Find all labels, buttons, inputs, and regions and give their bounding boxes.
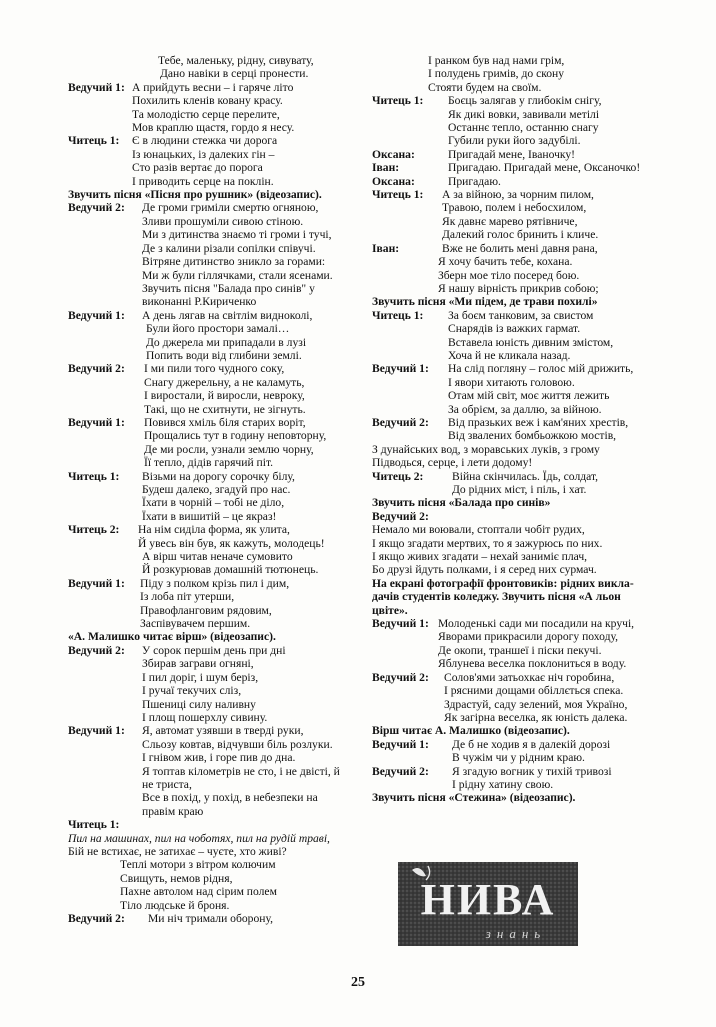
line-text: «А. Малишко читає вірш» (відеозапис). — [68, 630, 276, 644]
text-line — [372, 215, 657, 228]
line-text: Звучить пісня "Балада про синів" у — [142, 281, 315, 295]
line-text: Від звалених бомбьожкою мостів, — [448, 429, 617, 443]
text-line — [68, 242, 356, 255]
text-line — [68, 684, 356, 697]
text-line — [372, 684, 657, 697]
speaker-label: Іван: — [372, 241, 400, 255]
line-text: Бій не встихає, не затихає – чуєте, хто живі? — [68, 844, 287, 858]
text-line — [68, 94, 356, 107]
line-text: І пил доріг, і шум беріз, — [142, 670, 259, 684]
text-line — [68, 657, 356, 670]
line-text: Звучить пісня «Стежина» (відеозапис). — [372, 791, 576, 805]
text-line — [372, 765, 657, 778]
line-text: Я, автомат узявши в тверді руки, — [142, 724, 304, 738]
speaker-label: Ведучий 2: — [68, 912, 125, 925]
text-line — [372, 403, 657, 416]
line-text: В чужім чи у рідним краю. — [452, 751, 585, 765]
text-line — [68, 215, 356, 228]
line-text: Війна скінчилась. Їдь, солдат, — [452, 469, 599, 483]
text-line — [68, 563, 356, 576]
text-line — [68, 872, 356, 885]
line-text: Солов'ями затьохкає ніч горобина, — [444, 670, 615, 684]
text-line — [68, 362, 356, 375]
line-text: Візьми на дорогу сорочку білу, — [142, 469, 295, 483]
text-line — [372, 282, 657, 295]
speaker-label: Ведучий 2: — [372, 415, 429, 429]
speaker-label: Ведучий 1: — [372, 362, 429, 376]
line-text: Її тепло, дідів гарячий піт. — [144, 456, 274, 470]
right-column — [372, 54, 657, 805]
line-text: І ми пили того чудного соку, — [144, 362, 285, 376]
text-line — [372, 201, 657, 214]
text-line — [68, 751, 356, 764]
text-line — [372, 577, 657, 590]
line-text: Повився хміль біля старих воріт, — [144, 415, 306, 429]
text-line — [68, 54, 356, 67]
line-text: Губили руки його задубілі. — [448, 134, 581, 148]
speaker-label: Читець 1: — [372, 188, 424, 202]
text-line — [372, 121, 657, 134]
text-line — [372, 470, 657, 483]
line-text: Й увесь він був, як кажуть, молодець! — [138, 536, 325, 550]
line-text: Останнє тепло, останню снагу — [448, 121, 599, 135]
text-line — [68, 738, 356, 751]
line-text: За боєм танковим, за свистом — [448, 308, 594, 322]
line-text: На екрані фотографії фронтовиків: рідних викла- — [372, 576, 634, 590]
line-text: Боєць залягав у глибокім снігу, — [448, 94, 602, 108]
line-text: А прийдуть весни – і гаряче літо — [132, 80, 294, 94]
line-text: Та молодістю серце перелите, — [132, 107, 280, 121]
line-text: Я нашу вірність прикрив собою; — [438, 281, 599, 295]
text-line — [372, 698, 657, 711]
text-line — [68, 858, 356, 871]
text-line — [372, 604, 657, 617]
line-text: А вірш читав неначе сумовито — [142, 550, 293, 564]
text-line — [68, 724, 356, 737]
line-text: Є в людини стежка чи дорога — [132, 134, 278, 148]
text-line — [68, 175, 356, 188]
text-line — [372, 255, 657, 268]
line-text: Снарядів із важких гармат. — [448, 322, 581, 336]
line-text: цвіте». — [372, 603, 408, 617]
line-text: Як дикі вовки, завивали метілі — [448, 107, 600, 121]
line-text: Прощались тут в годину неповторну, — [144, 429, 327, 443]
text-line — [68, 443, 356, 456]
text-line — [68, 617, 356, 630]
text-line — [68, 403, 356, 416]
line-text: З дунайських вод, з моравських луків, з грому — [372, 442, 600, 456]
line-text: Вже не болить мені давня рана, — [442, 241, 598, 255]
speaker-label: Ведучий 2: — [372, 764, 429, 778]
line-text: Тіло людське й броня. — [120, 898, 230, 912]
text-line — [68, 282, 356, 295]
line-text: У сорок першім день при дні — [142, 643, 286, 657]
text-line — [372, 108, 657, 121]
speaker-label: Ведучий 1: — [68, 724, 125, 738]
text-line — [68, 510, 356, 523]
line-text: І приводить серце на поклін. — [132, 174, 274, 188]
line-text: Й розкурював домашній тютюнець. — [142, 563, 319, 577]
line-text: виконанні Р.Кириченко — [142, 295, 257, 309]
line-text: Теплі мотори з вітром колючим — [120, 858, 276, 872]
text-line — [372, 322, 657, 335]
line-text: Звучить пісня «Пісня про рушник» (відеозапис). — [68, 188, 322, 202]
line-text: А день лягав на світлім видноколі, — [142, 308, 313, 322]
text-line — [372, 175, 657, 188]
text-line — [68, 201, 356, 214]
text-line — [372, 54, 657, 67]
text-line — [372, 94, 657, 107]
line-text: Пригадай мене, Іваночку! — [448, 147, 576, 161]
line-text: Я хочу бачить тебе, кохана. — [438, 255, 573, 269]
text-line — [68, 537, 356, 550]
text-line — [372, 537, 657, 550]
text-line — [372, 161, 657, 174]
line-text: Далекий голос бринить і кличе. — [442, 228, 599, 242]
text-line — [372, 389, 657, 402]
text-line — [372, 228, 657, 241]
line-text: І рясними дощами обіллється спека. — [444, 684, 624, 698]
text-line — [372, 309, 657, 322]
speaker-label: Ведучий 1: — [68, 308, 125, 322]
line-text: Пригадаю. Пригадай мене, Оксаночко! — [448, 161, 641, 175]
text-line — [68, 389, 356, 402]
text-line — [68, 496, 356, 509]
text-line — [68, 630, 356, 643]
page-number: 25 — [351, 975, 365, 990]
text-line — [68, 698, 356, 711]
text-line — [372, 188, 657, 201]
speaker-label: Ведучий 1: — [372, 617, 429, 631]
speaker-label: Оксана: — [372, 147, 415, 161]
line-text: Їхати в чорній – тобі не діло, — [142, 496, 285, 510]
text-line — [68, 644, 356, 657]
line-text: Немало ми воювали, стоптали чобіт рудих, — [372, 523, 585, 537]
text-line — [372, 483, 657, 496]
line-text: Ми ніч тримали оборону, — [148, 912, 273, 925]
line-text: Де з калини різали сопілки співучі. — [142, 241, 316, 255]
line-text: Із юнацьких, із далеких гін – — [132, 147, 275, 161]
line-text: Вставела юність дивним змістом, — [448, 335, 614, 349]
line-text: Сльозу ковтав, відчувши біль розлуки. — [142, 737, 333, 751]
line-text: Все в похід, у похід, в небезпеки на — [142, 791, 318, 805]
line-text: Зливи прошуміли сивою стіною. — [142, 214, 304, 228]
text-line — [372, 711, 657, 724]
line-text: Ми ж були гіллячками, стали ясенами. — [142, 268, 333, 282]
speaker-label: Ведучий 1: — [68, 415, 125, 429]
text-line — [372, 644, 657, 657]
speaker-label: Ведучий 2: — [68, 201, 125, 215]
speaker-label: Читець 1: — [372, 94, 424, 108]
text-line — [372, 778, 657, 791]
text-line — [68, 791, 356, 804]
line-text: Снагу джерельну, а не каламуть, — [144, 375, 305, 389]
line-text: Збирав заграви огняні, — [142, 657, 254, 671]
line-text: До рідних міст, і піль, і хат. — [452, 483, 587, 496]
text-line — [68, 349, 356, 362]
line-text: Яворами прикрасили дорогу походу, — [438, 630, 619, 644]
text-line — [372, 362, 657, 375]
text-line — [68, 899, 356, 912]
text-line — [372, 550, 657, 563]
line-text: Дано навіки в серці пронести. — [160, 67, 309, 81]
text-line — [68, 255, 356, 268]
text-line — [372, 791, 657, 804]
speaker-label: Читець 2: — [68, 523, 120, 537]
line-text: Пахне автолом над сірим полем — [120, 885, 277, 899]
text-line — [68, 604, 356, 617]
line-text: На слід погляну – голос мій дрижить, — [448, 362, 634, 376]
text-line — [68, 269, 356, 282]
line-text: І ранком був над нами грім, — [428, 54, 565, 67]
line-text: Свищуть, немов рідня, — [120, 871, 233, 885]
speaker-label: Іван: — [372, 161, 400, 175]
text-line — [68, 336, 356, 349]
text-line — [68, 577, 356, 590]
text-line — [372, 148, 657, 161]
speaker-label: Читець 1: — [68, 134, 120, 148]
line-text: Від празьких веж і кам'яних хрестів, — [448, 415, 629, 429]
text-line — [68, 456, 356, 469]
text-line — [372, 563, 657, 576]
text-line — [372, 349, 657, 362]
text-line — [372, 590, 657, 603]
line-text: За обрієм, за даллю, за війною. — [448, 402, 602, 416]
line-text: Як давнє марево рятівниче, — [442, 214, 578, 228]
text-line — [372, 376, 657, 389]
speaker-label: Ведучий 2: — [68, 643, 125, 657]
text-line — [372, 751, 657, 764]
text-line — [68, 309, 356, 322]
text-line — [372, 523, 657, 536]
line-text: не триста, — [142, 777, 192, 791]
line-text: Травою, полем і небосхилом, — [442, 201, 587, 215]
line-text: І якщо згадати мертвих, то я зажурюсь по них. — [372, 536, 603, 550]
line-text: Здрастуй, саду зелений, моя Україно, — [444, 697, 628, 711]
line-text: Де окопи, траншеї і піски пекучі. — [438, 643, 602, 657]
line-text: Де ми росли, узнали землю чорну, — [144, 442, 314, 456]
text-line — [372, 67, 657, 80]
text-line — [372, 242, 657, 255]
line-text: Будеш далеко, згадуй про нас. — [142, 483, 291, 496]
left-column — [68, 54, 356, 925]
line-text: правім краю — [142, 804, 204, 818]
text-line — [68, 134, 356, 147]
text-line — [372, 617, 657, 630]
line-text: Яблунева веселка поклониться в воду. — [438, 657, 627, 671]
text-line — [68, 590, 356, 603]
text-line — [68, 108, 356, 121]
text-line — [68, 765, 356, 778]
text-line — [68, 416, 356, 429]
text-line — [68, 805, 356, 818]
text-line — [68, 81, 356, 94]
text-line — [372, 443, 657, 456]
line-text: Як загірна веселка, як юність далека. — [444, 710, 628, 724]
text-line — [68, 912, 356, 925]
line-text: Із лоба піт утерши, — [140, 590, 235, 604]
text-line — [68, 295, 356, 308]
logo-graphic — [398, 862, 578, 946]
speaker-label: Читець 2: — [372, 469, 424, 483]
line-text: Правофланговим рядовим, — [140, 603, 272, 617]
text-line: Читець 1: — [68, 818, 120, 832]
line-text: Тебе, маленьку, рідну, сивувату, — [158, 54, 314, 67]
text-line: Ведучий 2: — [372, 509, 429, 523]
line-text: І полудень гримів, до скону — [428, 67, 565, 81]
text-line — [68, 121, 356, 134]
line-text: Отам мій світ, моє життя лежить — [448, 389, 610, 403]
text-line — [372, 429, 657, 442]
text-line — [68, 322, 356, 335]
line-text: Сто разів вертає до порога — [132, 161, 263, 175]
line-text: Звучить пісня «Ми підем, де трави похилі» — [372, 295, 598, 309]
text-line — [68, 161, 356, 174]
text-line — [372, 724, 657, 737]
line-text: Пшениці силу наливну — [142, 697, 256, 711]
line-text: І рідну хатину свою. — [452, 777, 554, 791]
line-text: Де громи гриміли смертю огняною, — [142, 201, 319, 215]
line-text: Звучить пісня «Балада про синів» — [372, 496, 551, 510]
text-line — [68, 429, 356, 442]
line-text: Стояти будем на своїм. — [428, 80, 542, 94]
line-text: Заспівувачем першим. — [140, 617, 251, 631]
text-line — [372, 456, 657, 469]
text-line — [372, 134, 657, 147]
text-line — [68, 188, 356, 201]
text-line — [68, 845, 356, 858]
speaker-label: Ведучий 1: — [68, 80, 125, 94]
line-text: Де б не ходив я в далекій дорозі — [452, 737, 611, 751]
line-text: А за війною, за чорним пилом, — [442, 188, 594, 202]
text-line — [372, 81, 657, 94]
line-text: Підводься, серце, і лети додому! — [372, 456, 533, 470]
text-line — [372, 671, 657, 684]
line-text: Пил на машинах, пил на чоботях, пил на рудій траві, — [68, 831, 330, 845]
text-line — [372, 295, 657, 308]
speaker-label: Оксана: — [372, 174, 415, 188]
text-line — [68, 711, 356, 724]
speaker-label: Читець 1: — [372, 308, 424, 322]
line-text: дачів студентів коледжу. Звучить пісня «А льон — [372, 590, 621, 604]
text-line — [68, 470, 356, 483]
text-line — [68, 148, 356, 161]
text-line — [372, 738, 657, 751]
text-line — [372, 657, 657, 670]
line-text: До джерела ми припадали в лузі — [146, 335, 307, 349]
line-text: Бо друзі йдуть полками, і я серед них сурмач. — [372, 563, 597, 577]
line-text: Попить води від глибини землі. — [146, 348, 302, 362]
text-line — [372, 496, 657, 509]
line-text: Такі, що не схитнути, не зігнуть. — [144, 402, 306, 416]
text-line — [68, 550, 356, 563]
line-text: І площ пошерхлу сивину. — [142, 710, 268, 724]
line-text: І ручаї текучих сліз, — [142, 684, 242, 698]
text-line — [68, 483, 356, 496]
text-line — [68, 778, 356, 791]
line-text: Вірш читає А. Малишко (відеозапис). — [372, 724, 570, 738]
logo-sub-text: знань — [485, 926, 547, 941]
line-text: Я згадую вогник у тихій тривозі — [452, 764, 612, 778]
line-text: Зберн мое тіло посеред бою. — [438, 268, 580, 282]
line-text: Вітряне дитинство зникло за горами: — [142, 255, 326, 269]
text-line — [372, 416, 657, 429]
text-line — [68, 832, 356, 845]
logo-main-text: НИВА — [420, 875, 556, 924]
line-text: Молоденькі сади ми посадили на кручі, — [438, 617, 635, 631]
line-text: Піду з полком крізь пил і дим, — [140, 576, 290, 590]
niva-znan-logo — [398, 862, 578, 946]
line-text: Я топтав кілометрів не сто, і не двісті, й — [142, 764, 340, 778]
text-line — [68, 67, 356, 80]
line-text: І гнівом жив, і горе пив до дна. — [142, 751, 296, 765]
line-text: Пригадаю. — [448, 174, 501, 188]
speaker-label: Ведучий 2: — [372, 670, 429, 684]
line-text: І виростали, й виросли, невроку, — [144, 389, 305, 403]
text-line — [372, 630, 657, 643]
speaker-label: Ведучий 1: — [372, 737, 429, 751]
text-line — [68, 228, 356, 241]
text-line — [68, 885, 356, 898]
line-text: Їхати в вишитій – це якраз! — [142, 509, 277, 523]
line-text: Хоча й не кликала назад. — [448, 348, 571, 362]
speaker-label: Ведучий 1: — [68, 576, 125, 590]
line-text: Були його простори замалі… — [146, 322, 290, 336]
text-line — [372, 336, 657, 349]
line-text: Мов краплю щастя, гордо я несу. — [132, 121, 295, 135]
text-line — [68, 523, 356, 536]
speaker-label: Ведучий 2: — [68, 362, 125, 376]
text-line — [372, 269, 657, 282]
line-text: Похилить кленів ковану красу. — [132, 94, 283, 108]
line-text: І якщо живих згадати – нехай заниміє плач, — [372, 550, 588, 564]
text-line — [68, 671, 356, 684]
line-text: Ми з дитинства знаємо ті громи і тучі, — [142, 228, 332, 242]
line-text: І явори хитають головою. — [448, 375, 575, 389]
text-line — [68, 376, 356, 389]
line-text: На нім сиділа форма, як улита, — [138, 523, 290, 537]
speaker-label: Читець 1: — [68, 469, 120, 483]
